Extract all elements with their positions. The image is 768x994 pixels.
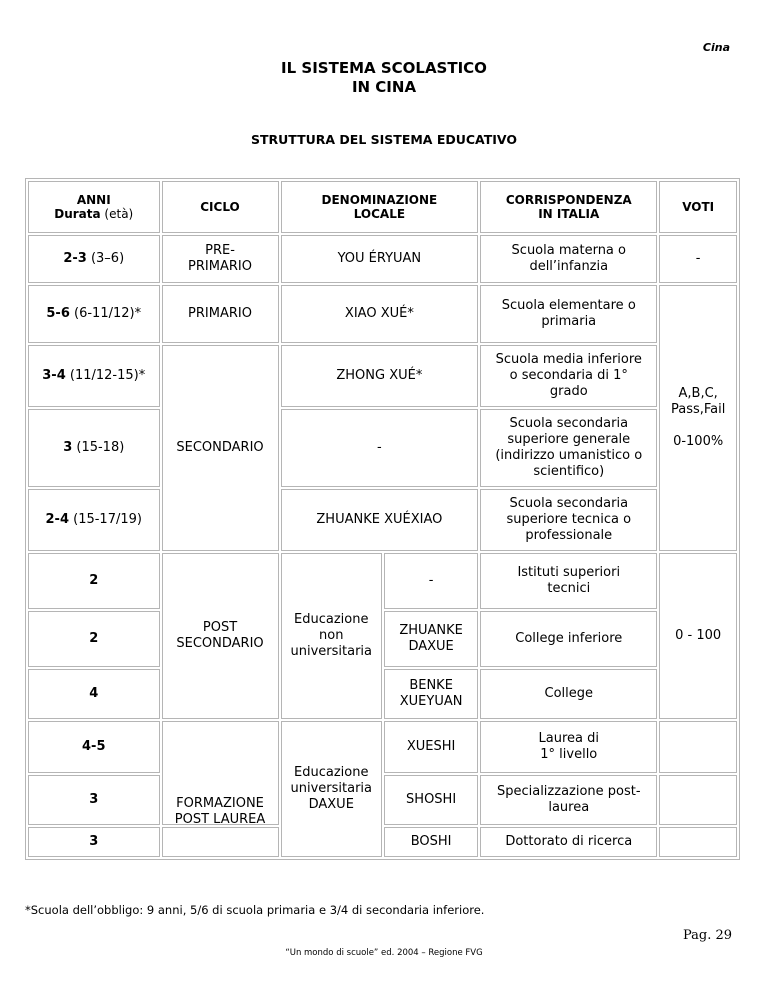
page-title <box>0 59 768 97</box>
footnote-obbligo: *Scuola dell’obbligo: 9 anni, 5/6 di scuola primaria e 3/4 di secondaria inferiore. <box>25 903 485 917</box>
cell-voti-secondario: A,B,C, Pass,Fail 0-100% <box>659 285 737 551</box>
table-row <box>28 721 737 773</box>
education-structure-table <box>25 178 740 860</box>
cell-denominazione: ZHUANKE XUÉXIAO <box>281 489 479 551</box>
header-anni: ANNI Durata (età) <box>28 181 160 233</box>
cell-corrispondenza: Scuola secondaria superiore generale (indirizzo umanistico o scientifico) <box>480 409 657 487</box>
cell-denominazione: ZHONG XUÉ* <box>281 345 479 407</box>
cell-sub-denominazione: SHOSHI <box>384 775 478 825</box>
header-corrispondenza: CORRISPONDENZA IN ITALIA <box>480 181 657 233</box>
cell-sub-denominazione: XUESHI <box>384 721 478 773</box>
cell-anni: 3-4 (11/12-15)* <box>28 345 160 407</box>
header-voti: VOTI <box>659 181 737 233</box>
table-row <box>28 611 737 667</box>
table-row <box>28 669 737 719</box>
cell-sub-denominazione: BENKE XUEYUAN <box>384 669 478 719</box>
cell-corrispondenza: College inferiore <box>480 611 657 667</box>
cell-ciclo-post-secondario: POST SECONDARIO <box>162 553 279 719</box>
cell-ciclo: PRE- PRIMARIO <box>162 235 279 283</box>
cell-corrispondenza: Scuola elementare o primaria <box>480 285 657 343</box>
page-subtitle: STRUTTURA DEL SISTEMA EDUCATIVO <box>250 132 518 147</box>
cell-voti-vuoto <box>659 827 737 857</box>
cell-corrispondenza: Specializzazione post- laurea <box>480 775 657 825</box>
title-line-2: IN CINA <box>351 78 417 96</box>
cell-sub-denominazione: - <box>384 553 478 609</box>
table-row <box>28 345 737 407</box>
cell-anni: 2 <box>28 553 160 609</box>
cell-corrispondenza: College <box>480 669 657 719</box>
cell-voti: - <box>659 235 737 283</box>
cell-anni: 4 <box>28 669 160 719</box>
header-ciclo: CICLO <box>162 181 279 233</box>
table-row <box>28 409 737 487</box>
cell-anni: 2-3 (3–6) <box>28 235 160 283</box>
cell-anni: 3 (15-18) <box>28 409 160 487</box>
cell-sub-denominazione: ZHUANKE DAXUE <box>384 611 478 667</box>
cell-corrispondenza: Scuola materna o dell’infanzia <box>480 235 657 283</box>
page-number: Pag. 29 <box>682 928 732 943</box>
cell-denominazione: YOU ÉRYUAN <box>281 235 479 283</box>
header-denominazione: DENOMINAZIONE LOCALE <box>281 181 479 233</box>
cell-corrispondenza: Istituti superiori tecnici <box>480 553 657 609</box>
cell-denominazione: - <box>281 409 479 487</box>
cell-anni: 3 <box>28 827 160 857</box>
cell-ciclo: PRIMARIO <box>162 285 279 343</box>
cell-ciclo-formazione: FORMAZIONE POST LAUREA <box>162 827 279 857</box>
cell-anni: 5-6 (6-11/12)* <box>28 285 160 343</box>
table-header-row <box>28 181 737 233</box>
cell-corrispondenza: Scuola media inferiore o secondaria di 1° grado <box>480 345 657 407</box>
table-row <box>28 827 737 857</box>
cell-sub-denominazione: BOSHI <box>384 827 478 857</box>
table-row <box>28 489 737 551</box>
cell-ciclo-secondario: SECONDARIO <box>162 345 279 551</box>
table-row <box>28 775 737 825</box>
cell-anni: 4-5 <box>28 721 160 773</box>
cell-voti-post-secondario: 0 - 100 <box>659 553 737 719</box>
cell-educazione-non-universitaria: Educazione non universitaria <box>281 553 382 719</box>
cell-anni: 3 <box>28 775 160 825</box>
cell-corrispondenza: Scuola secondaria superiore tecnica o professionale <box>480 489 657 551</box>
cell-educazione-universitaria: Educazione universitaria DAXUE <box>281 721 382 857</box>
cell-corrispondenza: Dottorato di ricerca <box>480 827 657 857</box>
cell-denominazione: XIAO XUÉ* <box>281 285 479 343</box>
title-line-1: IL SISTEMA SCOLASTICO <box>281 59 487 77</box>
table-row <box>28 553 737 609</box>
table-row <box>28 235 737 283</box>
cell-voti-vuoto <box>659 721 737 773</box>
table-row <box>28 285 737 343</box>
footer-source: “Un mondo di scuole” ed. 2004 – Regione FVG <box>285 948 483 958</box>
cell-corrispondenza: Laurea di 1° livello <box>480 721 657 773</box>
cell-anni: 2 <box>28 611 160 667</box>
header-country: Cina <box>702 41 730 54</box>
cell-voti-vuoto <box>659 775 737 825</box>
cell-anni: 2-4 (15-17/19) <box>28 489 160 551</box>
